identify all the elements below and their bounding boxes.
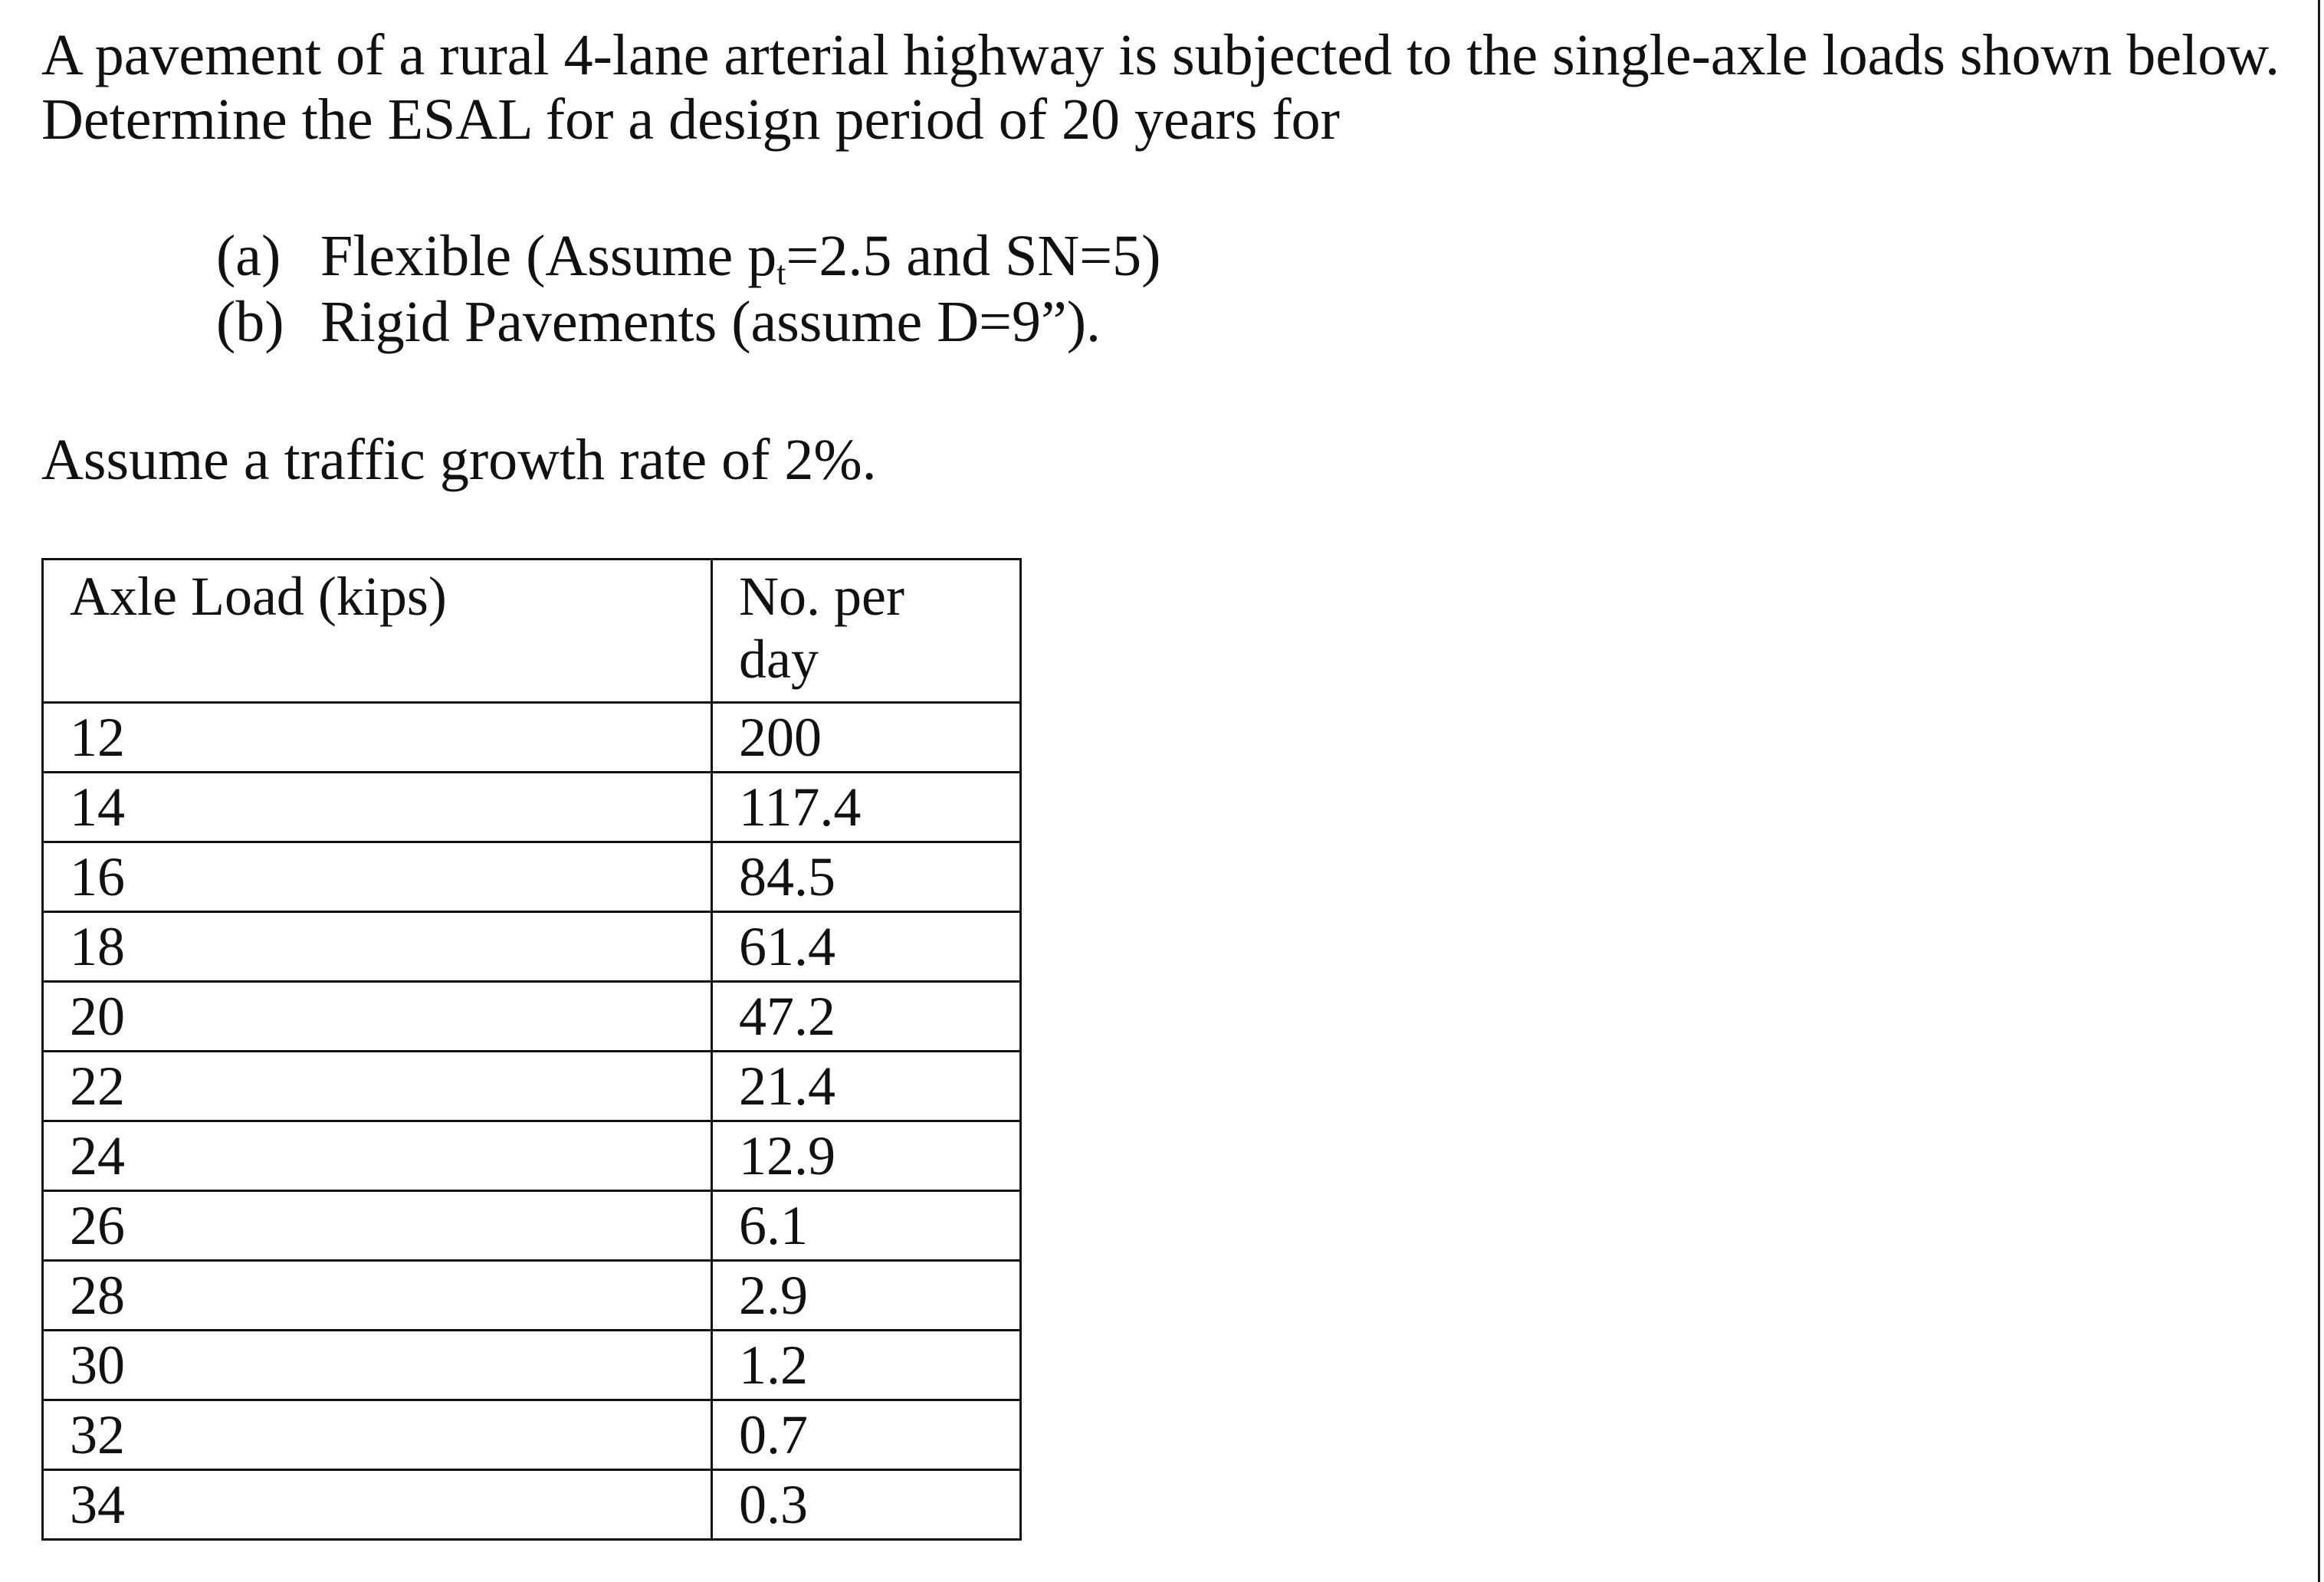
table-header-row	[43, 560, 1021, 703]
table-row	[43, 912, 1021, 982]
axle-load-cell: 26	[43, 1191, 712, 1261]
axle-load-table	[41, 558, 1022, 1541]
no-per-day-cell: 0.7	[712, 1400, 1021, 1470]
no-per-day-cell: 6.1	[712, 1191, 1021, 1261]
table-row	[43, 1331, 1021, 1400]
table-row	[43, 773, 1021, 842]
table-row	[43, 1400, 1021, 1470]
axle-load-cell: 16	[43, 842, 712, 912]
axle-load-cell: 24	[43, 1121, 712, 1191]
table-row	[43, 842, 1021, 912]
item-b-label: (b)	[216, 290, 284, 354]
axle-load-cell: 14	[43, 773, 712, 842]
problem-statement-line-1: A pavement of a rural 4-lane arterial highway is subjected to the single-axle loads shown below.	[41, 23, 2280, 87]
no-per-day-cell: 0.3	[712, 1470, 1021, 1540]
table-row	[43, 703, 1021, 773]
page-edge-rule	[2318, 0, 2320, 1582]
axle-load-cell: 32	[43, 1400, 712, 1470]
table-row	[43, 982, 1021, 1052]
axle-load-cell: 22	[43, 1052, 712, 1121]
header-no-per-day	[712, 560, 1021, 703]
item-a-subscript: t	[776, 254, 786, 292]
no-per-day-cell: 47.2	[712, 982, 1021, 1052]
item-a-text-after: =2.5 and SN=5)	[786, 224, 1161, 288]
no-per-day-cell: 61.4	[712, 912, 1021, 982]
table-row	[43, 1052, 1021, 1121]
table-row	[43, 1261, 1021, 1331]
no-per-day-cell: 2.9	[712, 1261, 1021, 1331]
axle-load-table-body	[43, 560, 1021, 1540]
axle-load-cell: 20	[43, 982, 712, 1052]
no-per-day-cell: 21.4	[712, 1052, 1021, 1121]
no-per-day-cell: 200	[712, 703, 1021, 773]
no-per-day-cell: 84.5	[712, 842, 1021, 912]
axle-load-cell: 34	[43, 1470, 712, 1540]
no-per-day-cell: 12.9	[712, 1121, 1021, 1191]
no-per-day-cell: 117.4	[712, 773, 1021, 842]
item-a-label: (a)	[216, 224, 281, 288]
table-row	[43, 1121, 1021, 1191]
axle-load-cell: 28	[43, 1261, 712, 1331]
table-row	[43, 1470, 1021, 1540]
growth-rate-note: Assume a traffic growth rate of 2%.	[41, 428, 877, 492]
table-row	[43, 1191, 1021, 1261]
header-no-per-day-text: No. per day	[739, 566, 904, 690]
item-b	[216, 290, 1101, 354]
item-a-text-before: Flexible (Assume p	[320, 224, 777, 288]
axle-load-cell: 12	[43, 703, 712, 773]
header-axle-load: Axle Load (kips)	[43, 560, 712, 703]
item-b-text: Rigid Pavements (assume D=9”).	[320, 290, 1101, 354]
axle-load-cell: 18	[43, 912, 712, 982]
axle-load-cell: 30	[43, 1331, 712, 1400]
problem-statement-line-2: Determine the ESAL for a design period of 20 years for	[41, 87, 1340, 152]
no-per-day-cell: 1.2	[712, 1331, 1021, 1400]
